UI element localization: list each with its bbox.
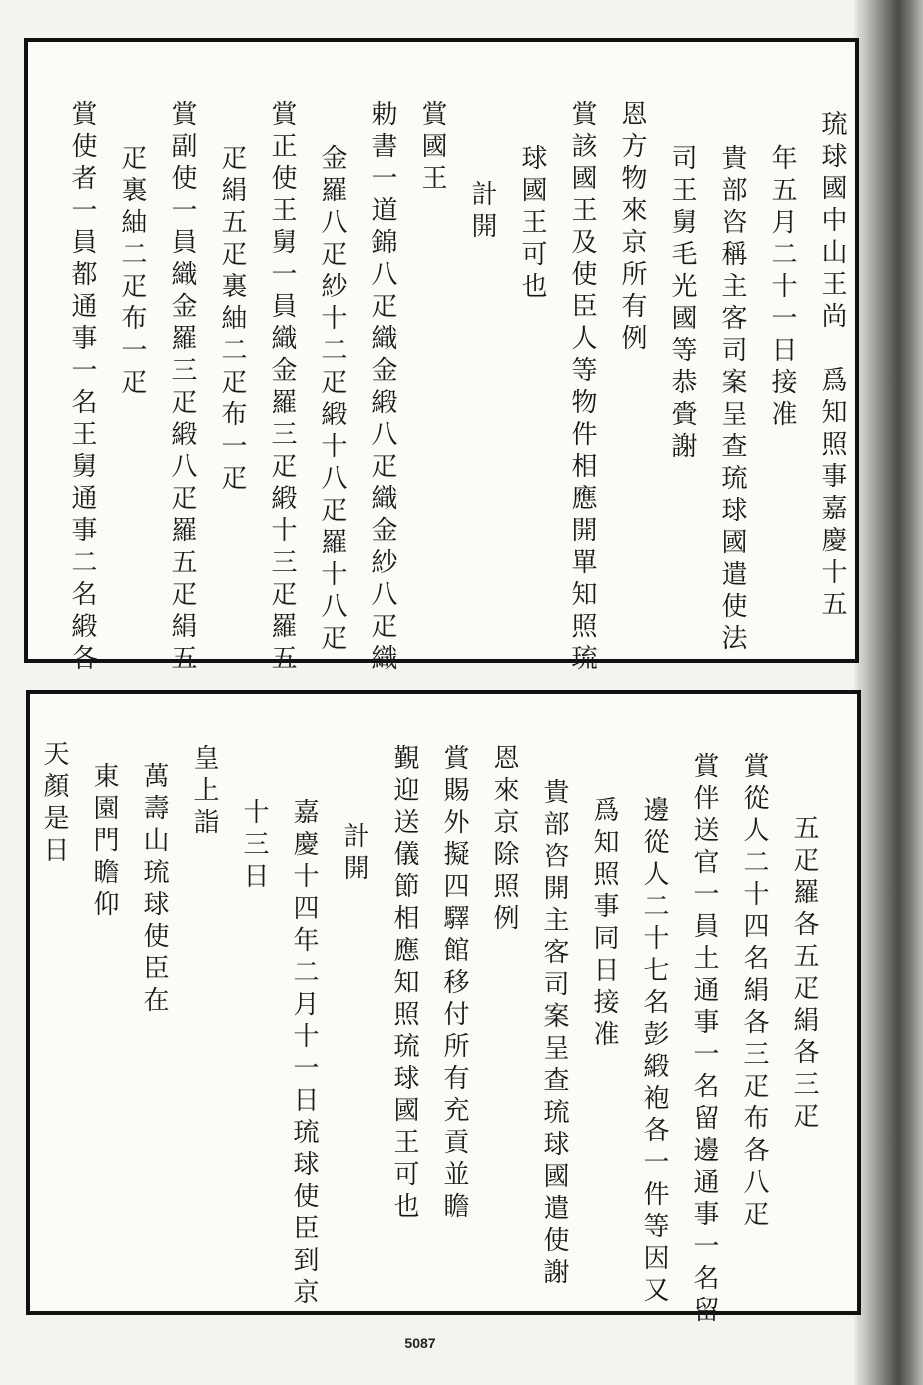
- text-column: 恩來京除照例: [489, 744, 519, 936]
- text-column: 賞使者一員都通事一名王舅通事二名緞各: [67, 100, 97, 676]
- top-document-panel: [24, 38, 859, 676]
- text-column: 賞副使一員織金羅三疋緞八疋羅五疋絹五: [167, 100, 197, 676]
- text-column: 覲迎送儀節相應知照琉球國王可也: [389, 744, 419, 1224]
- text-column: 五疋羅各五疋絹各三疋: [789, 814, 819, 1134]
- text-column: 賞國王: [417, 100, 447, 196]
- bottom-document-panel: [26, 690, 861, 1328]
- text-column: 琉球國中山王尚 爲知照事嘉慶十五: [817, 110, 847, 622]
- text-column: 疋絹五疋裏紬二疋布一疋: [217, 144, 247, 496]
- text-column: 萬壽山琉球使臣在: [139, 762, 169, 1018]
- text-column: 賞伴送官一員土通事一名留邊通事一名留: [689, 752, 719, 1328]
- text-column: 賞正使王舅一員織金羅三疋緞十三疋羅五: [267, 100, 297, 676]
- page-number: 5087: [404, 1335, 436, 1351]
- text-column: 貴部咨開主客司案呈查琉球國遣使謝: [539, 778, 569, 1290]
- text-column: 貴部咨稱主客司案呈查琉球國遣使法: [717, 144, 747, 656]
- text-column: 勅書一道錦八疋織金緞八疋織金紗八疋織: [367, 100, 397, 676]
- text-column: 司王舅毛光國等恭賫謝: [667, 144, 697, 464]
- text-column: 東園門瞻仰: [89, 762, 119, 922]
- text-column: 疋裏紬二疋布一疋: [117, 144, 147, 400]
- text-column: 天顏是日: [39, 740, 69, 868]
- text-column: 皇上詣: [189, 744, 219, 840]
- text-column: 爲知照事同日接准: [589, 796, 619, 1052]
- text-column: 賞從人二十四名絹各三疋布各八疋: [739, 752, 769, 1232]
- text-column: 恩方物來京所有例: [617, 100, 647, 356]
- text-column: 嘉慶十四年二月十一日琉球使臣到京: [289, 798, 319, 1310]
- text-column: 賞該國王及使臣人等物件相應開單知照琉: [567, 100, 597, 676]
- text-column: 賞賜外擬四驛館移付所有充貢並瞻: [439, 744, 469, 1224]
- text-column: 年五月二十一日接准: [767, 144, 797, 432]
- text-column: 金羅八疋紗十二疋緞十八疋羅十八疋: [317, 144, 347, 656]
- text-column: 十三日: [239, 798, 269, 894]
- text-column: 邊從人二十七名彭緞袍各一件等因又: [639, 796, 669, 1308]
- book-spine-shadow: [861, 0, 923, 1385]
- text-column: 計開: [339, 822, 369, 886]
- text-column: 計開: [467, 180, 497, 244]
- text-column: 球國王可也: [517, 144, 547, 304]
